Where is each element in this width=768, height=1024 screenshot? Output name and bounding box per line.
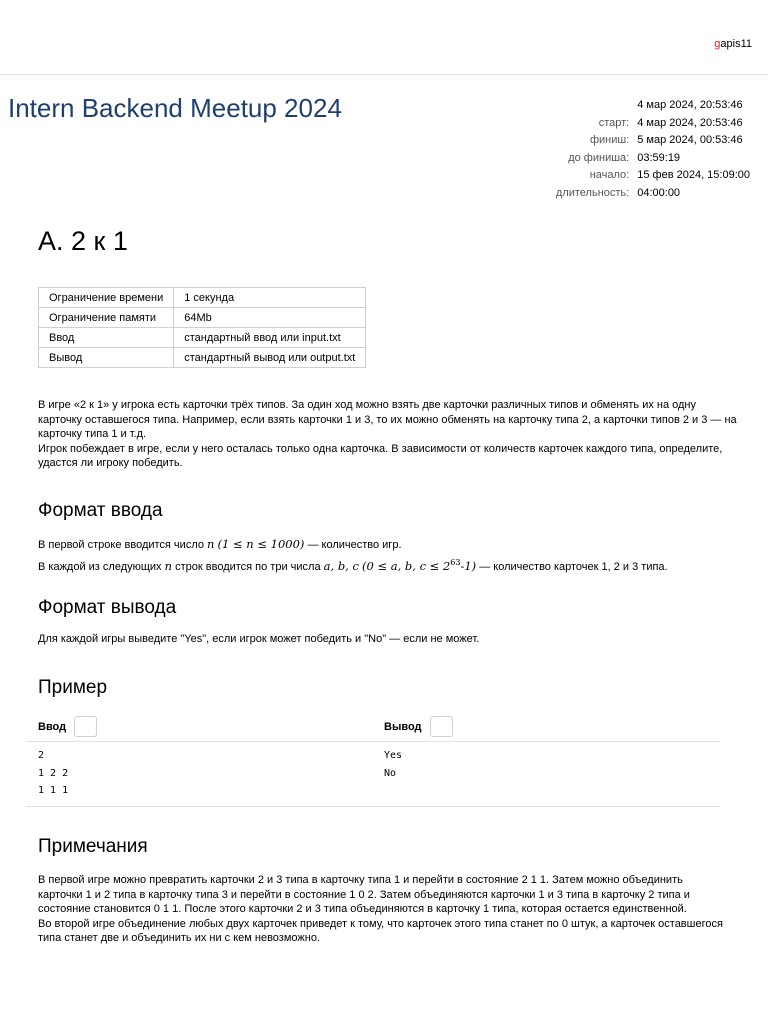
time-row	[556, 185, 750, 203]
user-initial: g	[714, 38, 721, 50]
input-format-text	[38, 535, 738, 576]
math-var: n	[164, 558, 173, 573]
limits-table	[38, 287, 366, 368]
problem-title: A. 2 к 1	[38, 226, 128, 256]
example-divider	[26, 741, 720, 742]
text-fragment: — количество игр.	[307, 539, 402, 551]
user-link[interactable]	[714, 38, 752, 50]
example-divider	[26, 806, 720, 807]
example-heading: Пример	[38, 677, 108, 698]
limits-row	[39, 348, 366, 368]
text-fragment: В первой строке вводится число	[38, 539, 204, 551]
time-row	[556, 150, 750, 168]
time-value: 5 мар 2024, 00:53:46	[637, 134, 743, 147]
time-row	[556, 97, 750, 115]
limits-row	[39, 328, 366, 348]
example-input-text: 2 1 2 2 1 1 1	[38, 750, 69, 796]
text-fragment: В каждой из следующих	[38, 560, 162, 573]
input-format-line	[38, 535, 738, 554]
notes-text	[38, 873, 730, 946]
math-part: -1)	[460, 558, 477, 573]
limit-label: Вывод	[39, 348, 174, 368]
limit-label: Ограничение памяти	[39, 308, 174, 328]
problem-statement	[38, 398, 738, 471]
time-value: 15 фев 2024, 15:09:00	[637, 169, 750, 182]
time-value: 04:00:00	[637, 186, 681, 199]
math-part: (0 ≤ a, b, c ≤ 2	[362, 558, 451, 573]
time-label	[556, 97, 637, 115]
notes-paragraph: Во второй игре объединение любых двух карточек приведет к тому, что карточек этого типа станет по 0 штук, а карточек оставшегося типа станет две и объединить их ни с кем невозможно.	[38, 917, 723, 945]
limit-value: 64Mb	[174, 308, 366, 328]
time-row	[556, 167, 750, 185]
limit-value: стандартный вывод или output.txt	[174, 348, 366, 368]
text-fragment: — количество карточек 1, 2 и 3 типа.	[479, 560, 668, 573]
copy-output-button[interactable]	[430, 716, 453, 737]
math-var: n	[207, 537, 215, 551]
example-output-header	[384, 716, 453, 737]
math-constraint	[362, 559, 476, 573]
time-value: 4 мар 2024, 20:53:46	[637, 116, 743, 129]
time-row	[556, 132, 750, 150]
contest-title[interactable]: Intern Backend Meetup 2024	[8, 93, 342, 123]
example-input-header	[38, 716, 97, 737]
math-exponent: 63	[450, 558, 461, 567]
contest-times	[556, 97, 750, 203]
example-output-text: Yes No	[384, 750, 403, 779]
output-format-line: Для каждой игры выведите "Yes", если игрок может победить и "No" — если не может.	[38, 633, 480, 645]
input-format-line	[38, 554, 738, 576]
example-input-label: Ввод	[38, 720, 67, 733]
statement-paragraph: В игре «2 к 1» у игрока есть карточки трёх типов. За один ход можно взять две карточки различных типов и обменять их на одну карточку оставшегося типа. Например, если взять карточки 1 и 3, то их можно обменять на карточку типа 2, а карточки типов 2 и 3 — на карточку типа 1 и т.д.	[38, 399, 737, 441]
notes-heading: Примечания	[38, 836, 148, 857]
output-format-text	[38, 632, 738, 647]
limit-label: Ограничение времени	[39, 288, 174, 308]
time-label: до финиша:	[568, 151, 630, 164]
user-name: apis11	[720, 38, 752, 50]
time-value: 03:59:19	[637, 151, 681, 164]
top-bar	[0, 0, 768, 75]
copy-input-button[interactable]	[74, 716, 97, 737]
limits-row	[39, 288, 366, 308]
time-label: начало:	[589, 169, 630, 182]
limit-value: стандартный ввод или input.txt	[174, 328, 366, 348]
text-fragment: строк вводится по три числа	[175, 560, 321, 573]
time-label: финиш:	[589, 134, 630, 147]
example-output-label: Вывод	[384, 720, 422, 733]
math-vars: a, b, c	[323, 558, 359, 573]
limit-label: Ввод	[39, 328, 174, 348]
input-format-heading: Формат ввода	[38, 500, 163, 521]
notes-paragraph: В первой игре можно превратить карточки 2 и 3 типа в карточку типа 1 и перейти в состояние 2 1 1. Затем можно объединить карточки 1 и 2 типа в карточку типа 3 и перейти в состояние 1 0 2. Затем объединяются карточки 1 и 3 типа в карточку 2 типа и состояние становится 0 1 1. После этого карточки 2 и 3 типа объединяются в карточку 1 типа, которая остается единственной.	[38, 874, 690, 916]
limits-row	[39, 308, 366, 328]
time-row	[556, 115, 750, 133]
statement-paragraph: Игрок побеждает в игре, если у него осталась только одна карточка. В зависимости от количеств карточек каждого типа, определите, удастся ли игроку победить.	[38, 442, 723, 470]
time-value: 4 мар 2024, 20:53:46	[637, 99, 743, 111]
output-format-heading: Формат вывода	[38, 597, 177, 618]
time-label: длительность:	[555, 186, 630, 199]
math-constraint: (1 ≤ n ≤ 1000)	[217, 537, 305, 551]
limit-value: 1 секунда	[174, 288, 366, 308]
time-label: старт:	[598, 116, 630, 129]
